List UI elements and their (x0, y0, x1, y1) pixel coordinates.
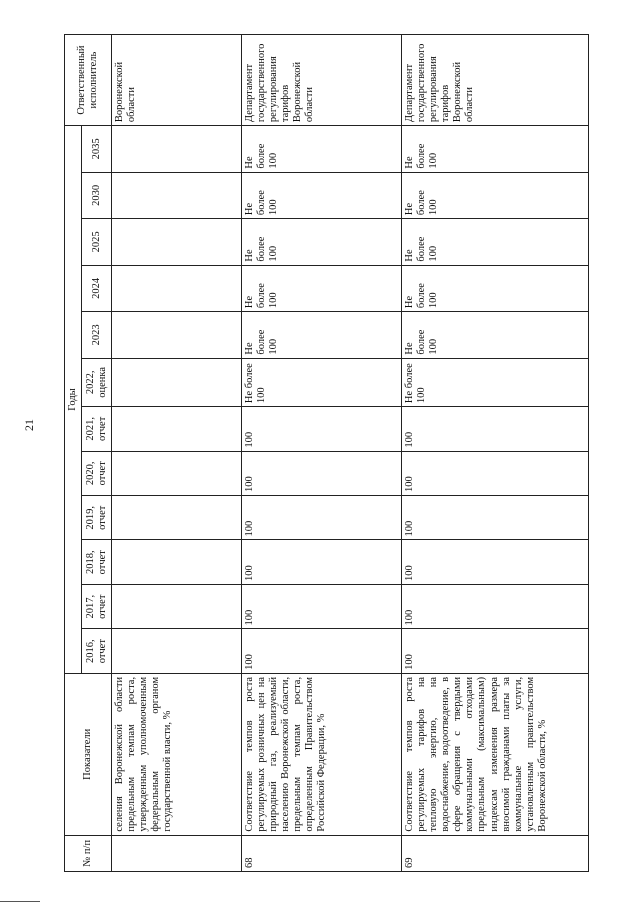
row-responsible: Департамент государственного регулирования тарифов Воронежской области (242, 35, 402, 126)
table-row (112, 35, 242, 872)
row-value: 100 (242, 496, 402, 540)
row-value: 100 (402, 584, 589, 628)
row-value: 100 (402, 540, 589, 584)
header-year: 2019, отчет (82, 496, 112, 540)
header-year: 2024 (82, 265, 112, 311)
row-value: 100 (242, 584, 402, 628)
row-value: 100 (402, 451, 589, 495)
row-value: 100 (242, 407, 402, 451)
row-value: Не более 100 (242, 358, 402, 407)
row-value: 100 (402, 496, 589, 540)
row-value: 100 (402, 629, 589, 673)
row-value (112, 584, 242, 628)
row-value (112, 312, 242, 358)
header-year: 2021, отчет (82, 407, 112, 451)
indicators-table (64, 34, 589, 872)
table-container (64, 34, 587, 872)
row-value: 100 (242, 451, 402, 495)
row-value: Не более 100 (242, 219, 402, 265)
header-year: 2030 (82, 172, 112, 218)
header-num: № п/п (65, 835, 112, 871)
row-value: Не более 100 (402, 265, 589, 311)
row-value: Не более 100 (242, 126, 402, 173)
row-value (112, 629, 242, 673)
header-year: 2020, отчет (82, 451, 112, 495)
header-year: 2017, отчет (82, 584, 112, 628)
row-value (112, 126, 242, 173)
row-value (112, 219, 242, 265)
header-responsible: Ответственный исполнитель (65, 35, 112, 126)
header-indicator: Показатели (65, 673, 112, 835)
table-row (242, 35, 402, 872)
row-responsible: Департамент государственного регулирования тарифов Воронежской области (402, 35, 589, 126)
row-num: 68 (242, 835, 402, 871)
rotated-table (64, 34, 587, 872)
row-indicator: селения Воронежской области предельным темпам роста, утвержденным уполномоченным федеральным органом государственной власти, % (112, 673, 242, 835)
row-value (112, 540, 242, 584)
row-indicator: Соответствие темпов роста регулируемых тарифов на тепловую энергию, на водоснабжение, водоотведение, в сфере обращения с твердыми коммунальными отходами предельным (максимальным) индексам изменения размера вносимой гражданами платы за коммунальные услуги, установленным правительством Воронежской области, % (402, 673, 589, 835)
row-value: Не более 100 (242, 312, 402, 358)
row-value (112, 358, 242, 407)
header-year: 2022, оценка (82, 358, 112, 407)
row-value (112, 265, 242, 311)
table-row (402, 35, 589, 872)
header-year: 2035 (82, 126, 112, 173)
row-value (112, 172, 242, 218)
row-value (112, 407, 242, 451)
footer-rule (0, 901, 40, 902)
row-value: 100 (242, 540, 402, 584)
row-value: Не более 100 (242, 265, 402, 311)
header-year: 2018, отчет (82, 540, 112, 584)
page-number: 21 (22, 419, 36, 431)
header-year: 2025 (82, 219, 112, 265)
row-value: 100 (402, 407, 589, 451)
header-year: 2016, отчет (82, 629, 112, 673)
row-value (112, 451, 242, 495)
header-years: Годы (65, 126, 82, 674)
row-value: Не более 100 (402, 126, 589, 173)
header-year: 2023 (82, 312, 112, 358)
row-indicator: Соответствие темпов роста регулируемых розничных цен на природный газ, реализуемый населению Воронежской области, предельным темпам роста, определенным Правительством Российской Федерации, % (242, 673, 402, 835)
row-value: Не более 100 (402, 312, 589, 358)
row-value: Не более 100 (402, 219, 589, 265)
row-value: 100 (242, 629, 402, 673)
row-num: 69 (402, 835, 589, 871)
row-num (112, 835, 242, 871)
row-value: Не более 100 (242, 172, 402, 218)
row-value: Не более 100 (402, 358, 589, 407)
row-value: Не более 100 (402, 172, 589, 218)
row-responsible: Воронежской области (112, 35, 242, 126)
row-value (112, 496, 242, 540)
